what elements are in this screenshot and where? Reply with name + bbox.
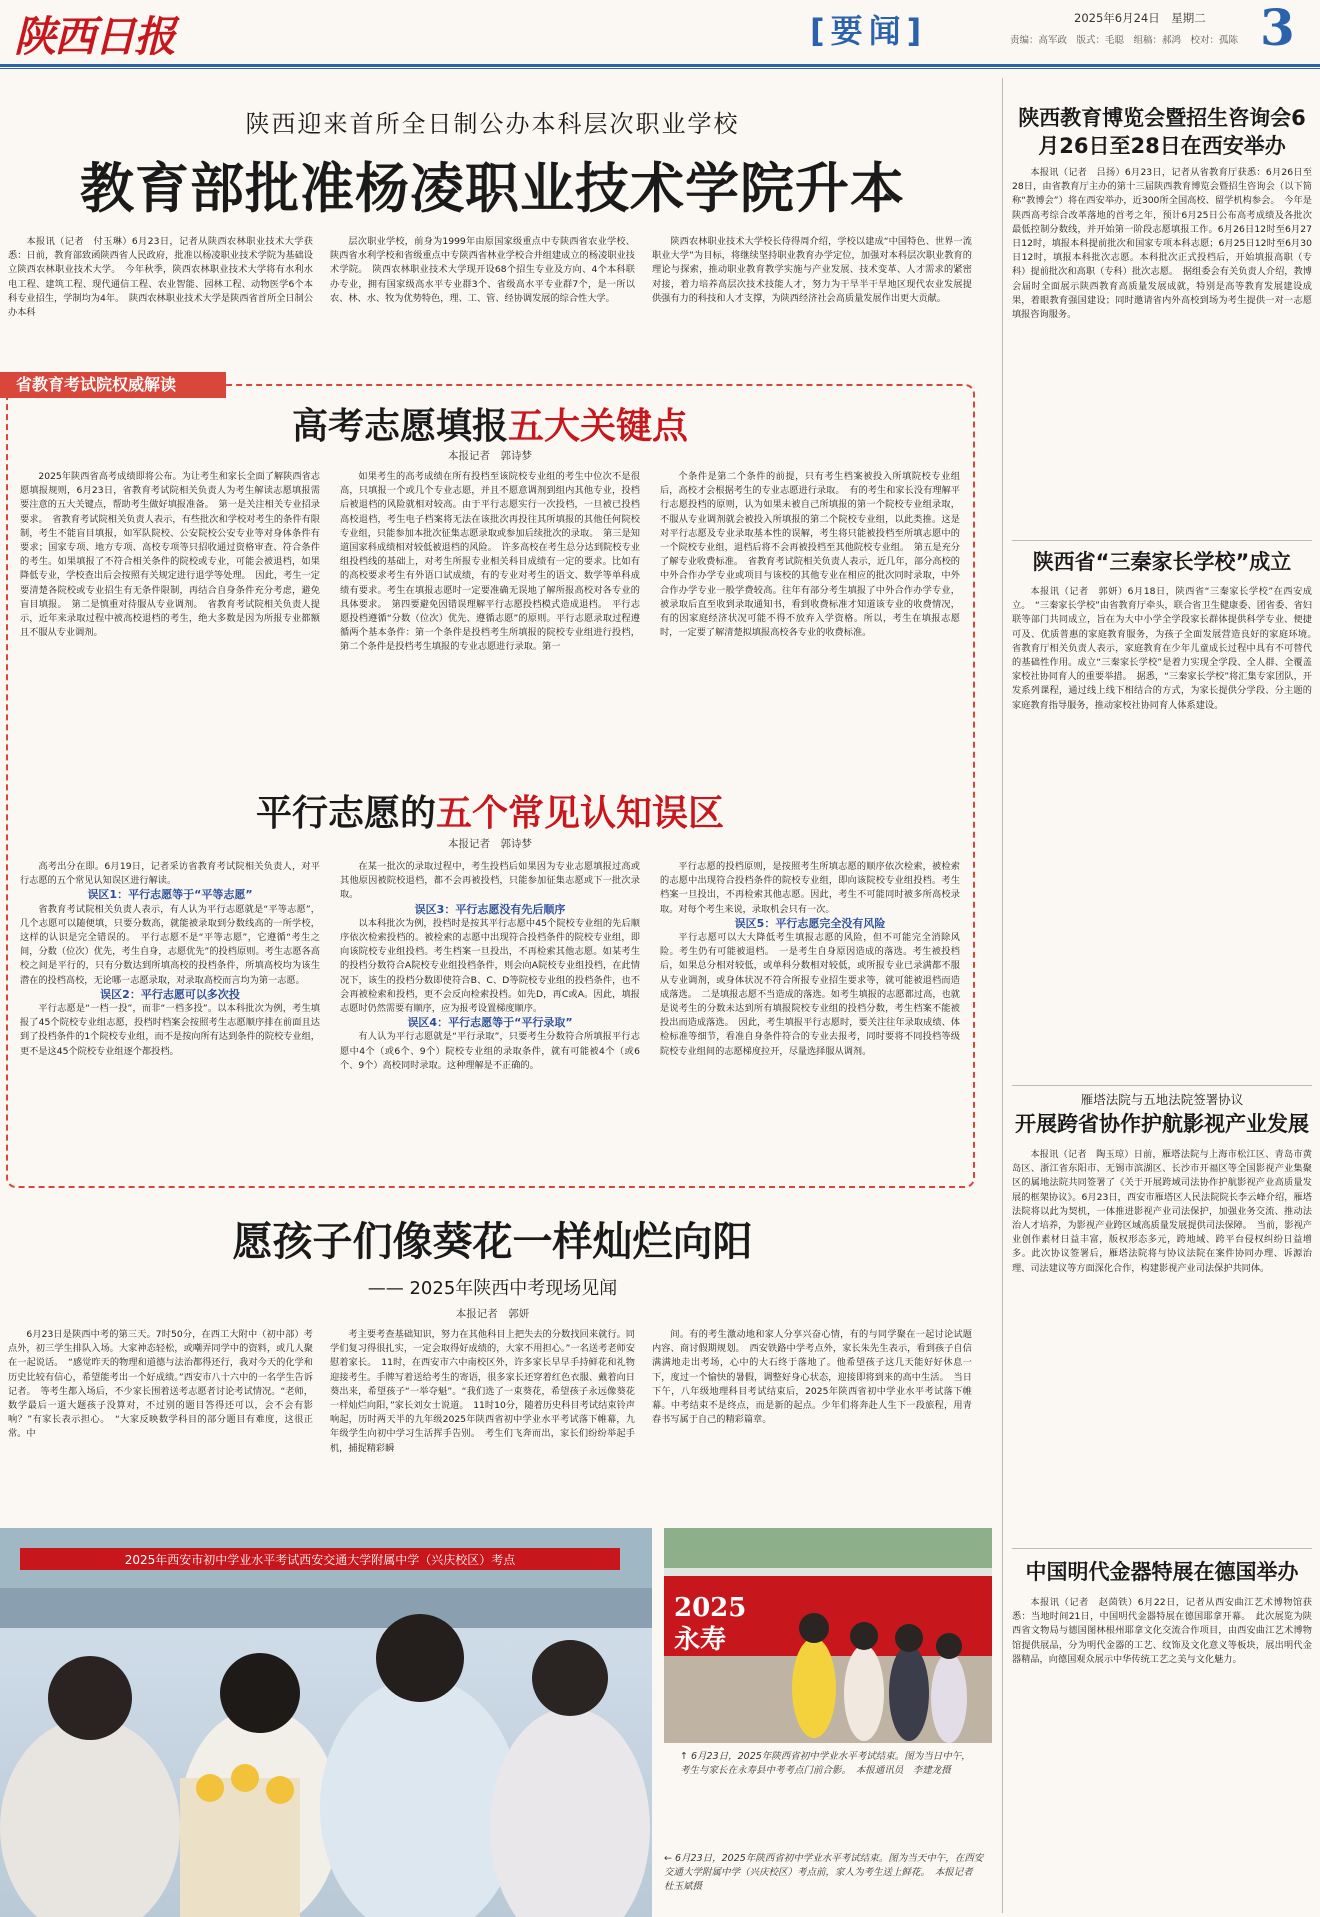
feature-body-col2: 如果考生的高考成绩在所有投档至该院校专业组的考生中位次不是很高，只填报一个或几个专业志愿，并且不愿意调剂到组内其他专业，投档后被退档的风险就相对较高。由于平行志愿实行一次投档，一旦被已投档高校退档，考生电子档案将无法在该批次再投往其所填报的其他任何院校专业组，只能参加本批次征集志愿录取或参加后续批次的录取。 第三是知道国家科成绩相对较低被退档的风险。 许多高校在考生总分达到院校专业组投档线的基础上，对考生所报专业相关科目成绩有一定的要求。比如有的高校要求考生有外语口试成绩，有的专业对考生的语文、数学等单科成绩有要求。考生在填报志愿时一定要准确无误地了解所报高校对各专业的具体要求。 第四要避免因错误理解平行志愿投档模式造成退档。 平行志愿投档遵循“分数（位次）优先、遵循志愿”的原则。平行志愿录取过程遵循两个基本条件：第一个条件是投档考生所填报的院校专业组进行投档，第二个条件是投档考生填报的专业志愿进行录取。第一 [340,471,640,653]
story3-subtitle: —— 2025年陕西中考现场见闻 [367,1278,618,1299]
misconceptions-byline: 本报记者 郭诗梦 [448,838,532,850]
photo2-caption: ↑ 6月23日，2025年陕西省初中学业水平考试结束。图为当日中午，考生与家长在永寿县中考考点门前合影。 本报通讯员 李建龙摄 [680,1751,971,1776]
misconceptions-col2: 在某一批次的录取过程中，考生投档后如果因为专业志愿填报过高或其他原因被院校退档，都不会再被投档，只能参加征集志愿或下一批次录取。 误区3：平行志愿没有先后顺序 以本科批次为例，投档时是按其平行志愿中45个院校专业组的先后顺序依次检索投档的。被检索的志愿中出现符合投档条件的院校专业组，即向该院校专业组投档。考生档案一旦投出，不再检索其他志愿。如某考生的投档分数符合A院校专业组投档条件，则会向A院校专业组投档，在此情况下，该生的投档分数即使符合B、C、D等院校专业组的投档条件，也不会再被检索和投档，更不会反向检索投档。如先D，再C或A。因此，填报志愿时仍然需要有顺序，应为报考设置梯度顺序。 误区4：平行志愿等于“平行录取” 有人认为平行志愿就是“平行录取”，只要考生分数符合所填报平行志愿中4个（或6个、9个）院校专业组的录取条件，就有可能被4个（或6个、9个）高校同时录取。这种理解是不正确的。 [340,861,640,1071]
right-body-3: 本报讯（记者 陶玉琼）日前，雁塔法院与上海市松江区、青岛市黄岛区、浙江省东阳市、无锡市滨湖区、长沙市开福区等全国影视产业集聚区的属地法院共同签署了《关于开展跨域司法协作护航影视产业高质量发展的框架协议》。6月23日，西安市雁塔区人民法院院长李云峰介绍，雁塔法院将以此为契机，一体推进影视产业司法保护，加强业务交流、推动法治人才培养，为影视产业跨区域高质量发展提供司法保障。 当前，影视产业创作素材日益丰富，版权形态多元，跨地域、跨平台侵权纠纷日益增多。此次协议签署后，雁塔法院将与协议法院在案件协同办理、诉源治理、司法建议等方面深化合作，构建影视产业司法保护共同体。 [1012,1149,1312,1274]
lead-body-col3: 陕西农林职业技术大学校长侍得周介绍，学校以建成“中国特色、世界一流职业大学”为目标，将继续坚持职业教育办学定位，加强对本科层次职业教育的理论与探索，推动职业教育教学实施与产业发展、技术变革、人才需求的紧密对接，着力培养高层次技术技能人才，努力为干旱半干旱地区现代农业发展提供强有力的科技和人才支撑，为陕西经济社会高质量发展作出更大贡献。 [652,236,972,304]
story3-headline: 愿孩子们像葵花一样灿烂向阳 [232,1219,753,1265]
story3-col1: 6月23日是陕西中考的第三天。7时50分，在西工大附中（初中部）考点外，初三学生排队入场。大家神态轻松，或嘲弄同学中的资料，或几人聚在一起说话。 “感觉昨天的物理和道德与法治都得还行，我对今天的化学和历史比较有信心，希望能考出一个好成绩。”西安市八十六中的一名学生告诉记者。 等考生都入场后，不少家长围着送考志愿者讨论考试情况。“老师，数学最后一道大题孩子没算对，不过别的题目答得还可以，会不会有影响？”有家长表示担心。 “大家反映数学科目的部分题目有难度，这很正常。中 [8,1329,313,1440]
photo2-banner-county: 永寿 [674,1625,727,1655]
right-divider-3 [1012,1548,1312,1549]
misconception-3-label: 误区3：平行志愿没有先后顺序 [414,902,566,916]
misconceptions-col1: 高考出分在即。6月19日，记者采访省教育考试院相关负责人，对平行志愿的五个常见认知误区进行解读。 误区1：平行志愿等于“平等志愿” 省教育考试院相关负责人表示，有人认为平行志愿就是“平等志愿”，几个志愿可以随便填，只要分数高，就能被录取到分数线高的一所学校，这样的认识是完全错误的。 平行志愿不是“平等志愿”，它遵循“考生之间，分数（位次）优先，考生自身，志愿优先”的投档原则。考生志愿各高校之间是平行的，只有分数达到所填高校的投档条件，所填高校均为该生潜在的投档高校，无论哪一志愿录取，对录取高校而言均为第一志愿。 误区2：平行志愿可以多次投 平行志愿是“一档一投”，而非“一档多投”。以本科批次为例，考生填报了45个院校专业组志愿，投档时档案会按照考生志愿顺序排在前面且达到了投档条件的1个院校专业组，而不是按向所有达到条件的院校专业组，更不是这45个院校专业组逐个都投档。 [20,861,320,1057]
issue-date: 2025年6月24日 星期二 [1074,11,1206,25]
lead-kicker: 陕西迎来首所全日制公办本科层次职业学校 [245,110,740,138]
section-label: 要闻 [830,12,907,50]
story3-col3: 间。有的考生激动地和家人分享兴奋心情，有的与同学聚在一起讨论试题内容、商讨假期规划。 西安铁路中学考点外，家长朱先生表示，看到孩子自信满满地走出考场，心中的大石终于落地了。他希望孩子这几天能好好休息一下，度过一个愉快的暑假，调整好身心状态，迎接即将到来的高中生活。 当日下午，八年级地理科目考试结束后，2025年陕西省初中学业水平考试落下帷幕。中考结束不是终点，而是新的起点。少年们将奔赴人生下一段旅程，用青春书写属于自己的精彩篇章。 [652,1329,972,1426]
right-divider-1 [1012,540,1312,541]
feature-tag: 省教育考试院权威解读 [0,372,226,398]
header-divider-thin [0,68,1320,69]
right-headline-4: 中国明代金器特展在德国举办 [1025,1560,1299,1584]
right-kicker-3: 雁塔法院与五地法院签署协议 [1080,1092,1244,1107]
lead-headline: 教育部批准杨凌职业技术学院升本 [80,157,905,220]
story3-col2: 考主要考查基础知识，努力在其他科目上把失去的分数找回来就行。同学们复习得很扎实，一定会取得好成绩的，大家不用担心。”一名送考老师安慰着家长。 11时，在西安市六中南校区外，许多家长早早手持鲜花和礼物迎接考生。手牌写着送给考生的寄语，很多家长还穿着红色衣服、戴着向日葵出来，希望孩子“一举夺魁”。“我们选了一束葵花，希望孩子永远像葵花一样灿烂向阳，”家长刘女士说道。 11时10分，随着历史科目考试结束铃声响起，历时两天半的九年级2025年陕西省初中学业水平考试落下帷幕，九年级学生向初中学习生活挥手告别。 考生们飞奔而出，家长们纷纷举起手机，捕捉精彩瞬 [330,1329,635,1454]
page-number: 3 [1260,0,1295,57]
misconceptions-headline [20,785,960,836]
misconceptions-headline-plain: 平行志愿的 [255,793,436,834]
header-divider [0,64,1320,67]
editor-credits: 责编：高军政 版式：毛聪 组稿：郝鸿 校对：孤陈 [1010,35,1239,46]
column-divider [1002,78,1003,1913]
photo1-banner: 2025年西安市初中学业水平考试西安交通大学附属中学（兴庆校区）考点 [124,1553,516,1567]
feature-body-col3: 个条件是第二个条件的前提，只有考生档案被投入所填院校专业组后，高校才会根据考生的专业志愿进行录取。 有的考生和家长没有理解平行志愿投档的原则，认为如果未被自己所填报的第一个院校专业组录取，不服从专业调剂就会被投入所填报的第二个院校专业组，以此类推。这是对平行志愿及专业录取基本性的误解，考生将只能被投档至所填志愿中的一个院校专业组，退档后将不会再被投档至其他院校专业组。 第五是充分了解专业收费标准。 省教育考试院相关负责人表示，近几年，部分高校的中外合作办学专业或项目与该校的其他专业在相应的批次同时录取，中外合作办学专业一般学费较高。往年有部分考生填报了中外合作办学专业，被录取后直至收到录取通知书，看到收费标准才知道该专业的收费情况，有的因家庭经济状况可能不得不放弃入学资格。所以，考生在填报志愿时，一定要了解清楚拟填报高校各专业的收费标准。 [660,471,960,639]
misconceptions-col3: 平行志愿的投档原则，是按照考生所填志愿的顺序依次检索，被检索的志愿中出现符合投档条件的院校专业组，即向该院校专业组投档。考生档案一旦投出，不再检索其他志愿。因此，考生不可能同时被多所高校录取。对每个考生来说，录取机会只有一次。 误区5：平行志愿完全没有风险 平行志愿可以大大降低考生填报志愿的风险，但不可能完全消除风险。考生仍有可能被退档。 一是考生自身原因造成的落选。考生被投档后，如果总分相对较低，或单科分数相对较低，或所报专业已录满都不服从专业调剂，或身体状况不符合所报专业招生要求等，就可能被退档而造成落选。 二是填报志愿不当造成的落选。如考生填报的志愿都过高，也就是说考生的分数未达到所有填报院校专业组的投档分数，考生档案不能被投出而造成落选。 因此，考生填报平行志愿时，要关注往年录取成绩、体检标准等细节，看准自身条件符合的专业去报考，同时要将不同投档等级院校专业组间的志愿梯度拉开，尽量选择服从调剂。 [660,861,960,1057]
story3-byline: 本报记者 郭妍 [455,1308,530,1320]
feature-byline: 本报记者 郭诗梦 [448,450,532,462]
right-headline-2: 陕西省“三秦家长学校”成立 [1032,550,1292,574]
photo1-caption: ← 6月23日，2025年陕西省初中学业水平考试结束。图为当天中午，在西安交通大学附属中学（兴庆校区）考点前，家人为考生送上鲜花。 本报记者 杜玉斌摄 [664,1853,984,1892]
photo2-banner-year: 2025 [674,1593,747,1623]
feature-body-col1: 2025年陕西省高考成绩即将公布。为让考生和家长全面了解陕西省志愿填报规则，6月23日，省教育考试院相关负责人为考生解读志愿填报需要注意的五大关键点，帮助考生做好填报准备。 第一是关注相关专业招录要求。 省教育考试院相关负责人表示，有些批次和学校对考生的条件有限制，考生不能盲目填报，如军队院校、公安院校公安专业等对身体条件有要求；国家专项、地方专项、高校专项等只招收通过资格审查、符合条件的考生。如果填报了不符合相关条件的院校或专业，可能会被退档，如果降低专业，学校查出后会按照有关规定进行退学等处理。 因此，考生一定要清楚各院校或专业招生有无条件限制，再结合自身条件充分考虑，避免盲目填报。 第二是慎重对待服从专业调剂。 省教育考试院相关负责人提示，近年来录取过程中被高校退档的考生，绝大多数是因为所报专业都额且不服从专业调剂。 [20,471,320,639]
lead-body-col1: 本报讯（记者 付玉琳）6月23日，记者从陕西农林职业技术大学获悉：日前，教育部致函陕西省人民政府，批准以杨凌职业技术学院为基础设立陕西农林职业技术大学。 今年秋季，陕西农林职业技术大学将有水利水电工程、建筑工程、现代通信工程、农业智能、园林工程、动物医学6个本科专业招生，学制均为4年。 陕西农林职业技术大学是陕西省首所全日制公办本科 [8,236,313,319]
misconception-4-label: 误区4：平行志愿等于“平行录取” [407,1016,573,1030]
misconceptions-headline-red: 五个常见认知误区 [436,793,725,834]
yongshou-photo [664,1528,992,1743]
feature-headline-plain: 高考志愿填报 [291,406,508,447]
section-tag: [要闻] [810,12,928,50]
feature-headline [20,398,960,449]
misconception-2-label: 误区2：平行志愿可以多次投 [100,987,240,1001]
exam-site-photo [0,1528,652,1917]
right-body-2: 本报讯（记者 郭妍）6月18日，陕西省“三秦家长学校”在西安成立。 “三秦家长学校”由省教育厅牵头，联合省卫生健康委、团省委、省妇联等部门共同成立，旨在为大中小学全学段家长群体提供科学专业、便捷可及、优质普惠的家庭教育服务，为孩子全面发展营造良好的家庭环境。 省教育厅相关负责人表示，家庭教育在少年儿童成长过程中具有不可替代的基础性作用。成立“三秦家长学校”是着力实现全学段、全人群、全覆盖家校社协同育人的重要举措。 据悉，“三秦家长学校”将汇集专家团队，开发系列课程，通过线上线下相结合的方式，为家长提供分学段、分主题的家庭教育指导服务，推动家校社协同育人体系建设。 [1012,586,1312,711]
right-divider-2 [1012,1085,1312,1086]
right-headline-1: 陕西教育博览会暨招生咨询会6月26日至28日在西安举办 [1018,106,1306,158]
misconception-1-label: 误区1：平行志愿等于“平等志愿” [87,888,253,902]
misconception-5-label: 误区5：平行志愿完全没有风险 [734,916,886,930]
right-body-4: 本报讯（记者 赵茵铁）6月22日，记者从西安曲江艺术博物馆获悉：当地时间21日，中国明代金器特展在德国耶拿开幕。 此次展览为陕西省文物局与德国图林根州耶拿文化交流合作项目，由西安曲江艺术博物馆提供展品，分为明代金器的工艺、纹饰及文化意义等板块，展出明代金器精品，向德国观众展示中华传统工艺之美与文化魅力。 [1012,1597,1312,1665]
right-body-1: 本报讯（记者 吕扬）6月23日，记者从省教育厅获悉：6月26日至28日，由省教育厅主办的第十三届陕西教育博览会暨招生咨询会（以下简称“教博会”）将在西安举办，近300所全国高校、留学机构参会。 今年是陕西高考综合改革落地的首考之年，预计6月25日公布高考成绩及各批次最低控制分数线，并开始第一阶段志愿填报工作。6月26日12时至6月27日12时，填报本科提前批次和国家专项本科志愿；6月25日12时至6月30日12时，填报本科批次志愿。本科批次正式投档后，开始填报高职（专科）提前批次和高职（专科）批次志愿。 据组委会有关负责人介绍，教博会届时全面展示陕西教育高质量发展成就，特别是高等教育发展建设成果，着眼教育强国建设；同时邀请省内外高校到场为考生提供一对一志愿填报咨询服务。 [1012,167,1312,321]
feature-headline-red: 五大关键点 [508,406,689,447]
lead-body-col2: 层次职业学校，前身为1999年由原国家级重点中专陕西省农业学校、陕西省水利学校和省级重点中专陕西省林业学校合并组建成立的杨凌职业技术学院。 陕西农林职业技术大学现开设68个招生专业及方向、4个本科联办专业，拥有国家级高水平专业群3个、省级高水平专业群7个，是一所以农、林、水、牧为优势特色，理、工、管、经协调发展的综合性大学。 [330,236,635,304]
right-headline-3: 开展跨省协作护航影视产业发展 [1015,1112,1309,1136]
newspaper-logo: 陕西日报 [14,12,175,61]
